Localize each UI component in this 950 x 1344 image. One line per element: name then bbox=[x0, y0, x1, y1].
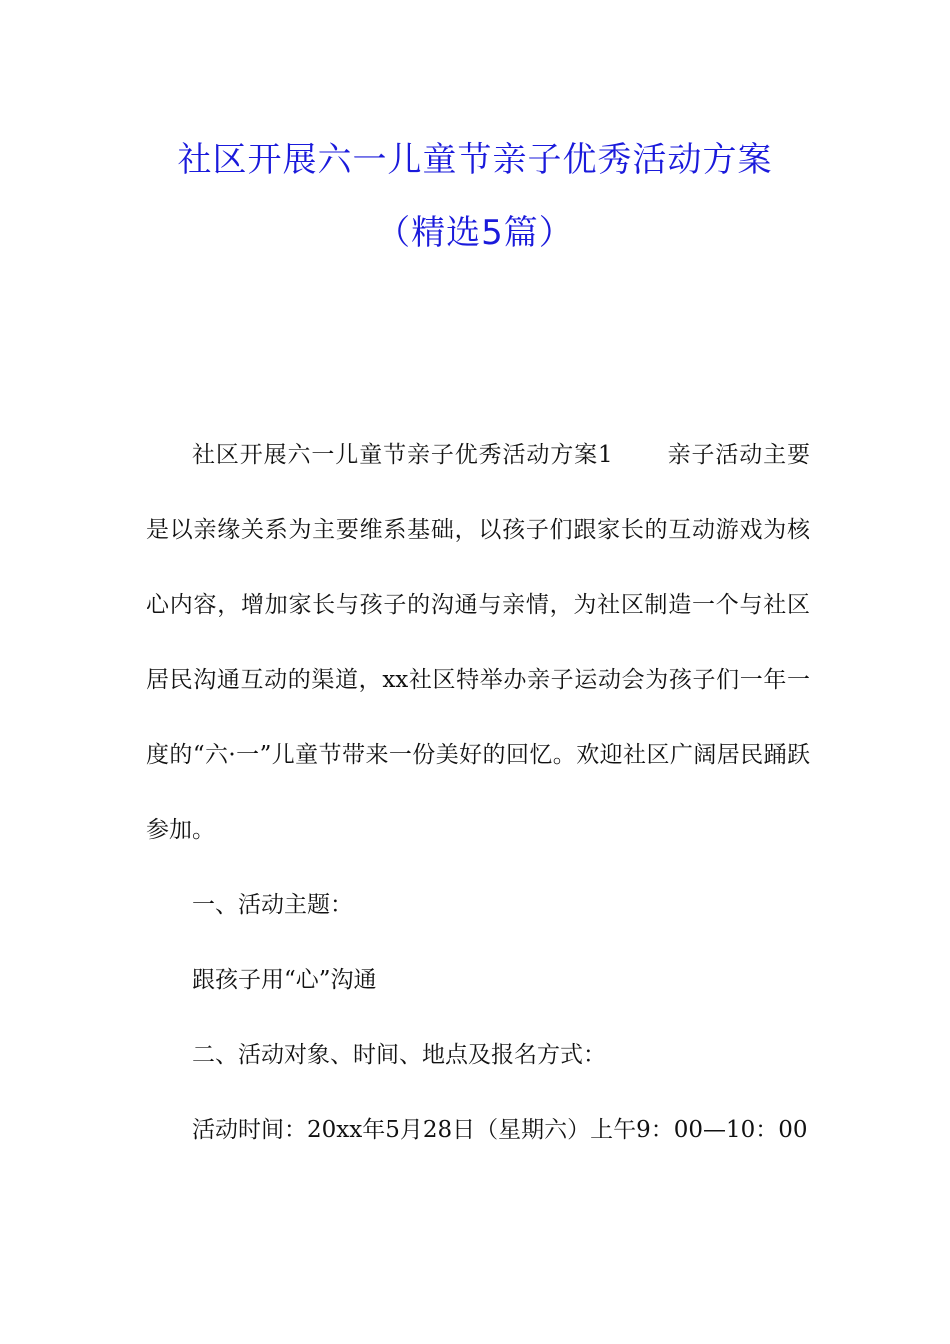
document-body bbox=[146, 418, 810, 1168]
document-subtitle: （精选5篇） bbox=[376, 213, 574, 253]
section-title: 社区开展六一儿童节亲子优秀活动方案1 bbox=[192, 442, 613, 468]
activity-time-text: 活动时间：20xx年5月28日（星期六）上午9：00—10：00 bbox=[192, 1117, 808, 1143]
activity-theme-text: 跟孩子用“心”沟通 bbox=[192, 967, 377, 993]
heading-activity-details: 二、活动对象、时间、地点及报名方式： bbox=[192, 1042, 606, 1068]
intro-paragraph bbox=[146, 418, 810, 868]
heading-activity-theme: 一、活动主题： bbox=[192, 892, 353, 918]
document-title: 社区开展六一儿童节亲子优秀活动方案 bbox=[177, 140, 773, 180]
intro-text: 亲子活动主要是以亲缘关系为主要维系基础，以孩子们跟家长的互动游戏为核心内容，增加家长与孩子的沟通与亲情，为社区制造一个与社区居民沟通互动的渠道，xx社区特举办亲子运动会为孩子们一年一度的“六·一”儿童节带来一份美好的回忆。欢迎社区广阔居民踊跃参加。 bbox=[146, 442, 810, 843]
